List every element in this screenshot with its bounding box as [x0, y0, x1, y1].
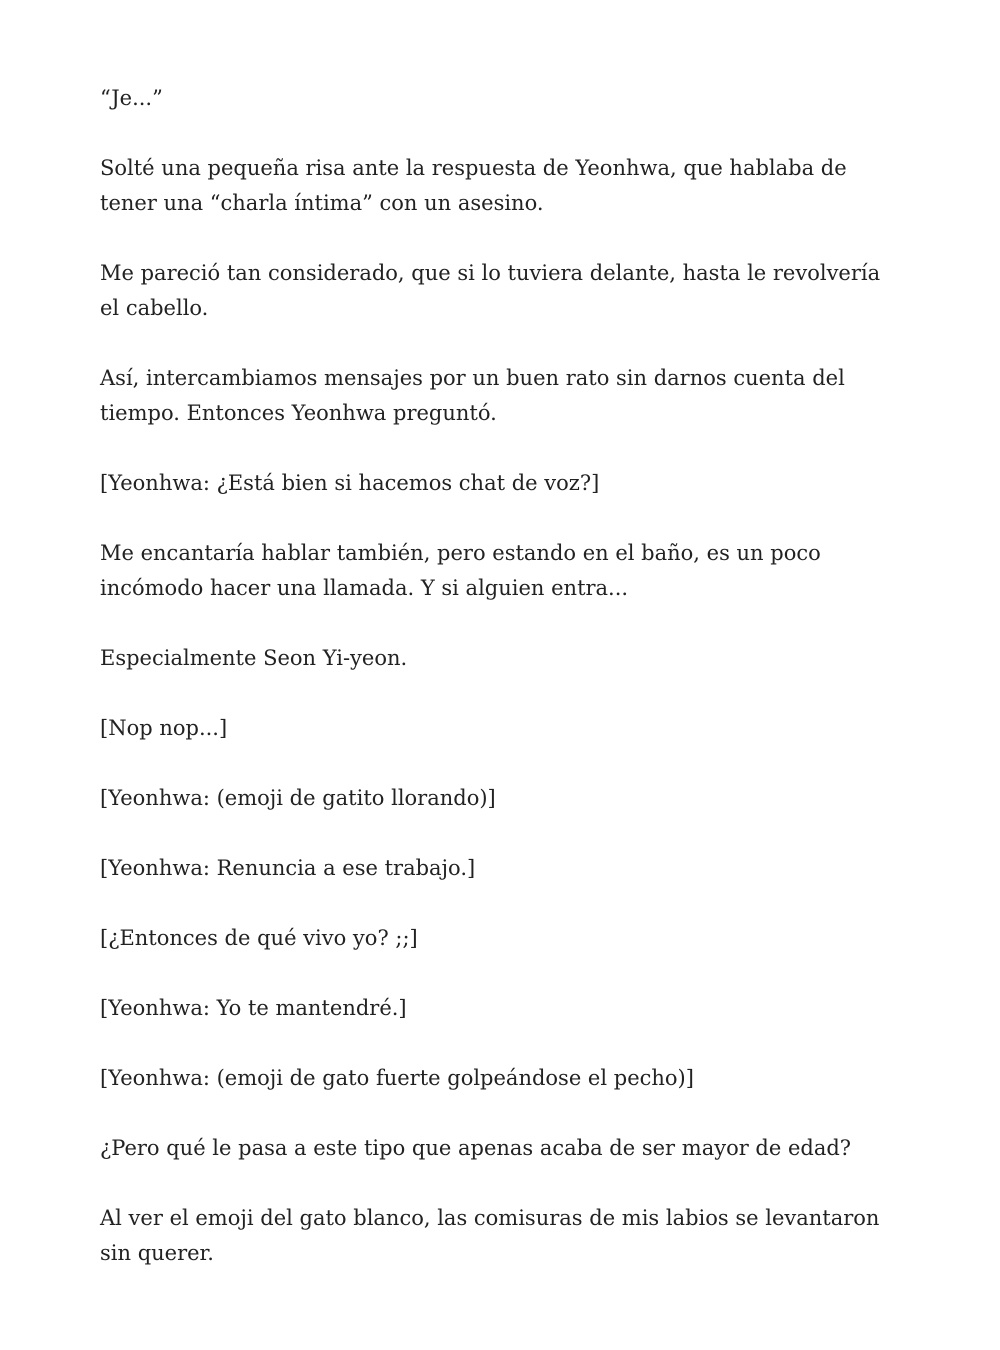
chat-message: [¿Entonces de qué vivo yo? ;;] [100, 926, 418, 950]
chat-message: [Yeonhwa: Renuncia a ese trabajo.] [100, 856, 476, 880]
chat-message: [Yeonhwa: Yo te mantendré.] [100, 996, 407, 1020]
chat-message: [Nop nop...] [100, 716, 228, 740]
paragraph: Al ver el emoji del gato blanco, las comisuras de mis labios se levantaron sin querer. [100, 1206, 880, 1265]
chat-message: [Yeonhwa: (emoji de gatito llorando)] [100, 786, 496, 810]
paragraph: Solté una pequeña risa ante la respuesta de Yeonhwa, que hablaba de tener una “charla íntima” con un asesino. [100, 156, 847, 215]
chat-message: [Yeonhwa: (emoji de gato fuerte golpeándose el pecho)] [100, 1066, 694, 1090]
chat-message: [Yeonhwa: ¿Está bien si hacemos chat de voz?] [100, 471, 600, 495]
paragraph: Especialmente Seon Yi-yeon. [100, 646, 408, 670]
paragraph: Así, intercambiamos mensajes por un buen rato sin darnos cuenta del tiempo. Entonces Yeonhwa preguntó. [100, 366, 845, 425]
document-body [100, 81, 900, 1306]
paragraph: Me pareció tan considerado, que si lo tuviera delante, hasta le revolvería el cabello. [100, 261, 881, 320]
paragraph: ¿Pero qué le pasa a este tipo que apenas acaba de ser mayor de edad? [100, 1136, 852, 1160]
paragraph: “Je...” [100, 86, 163, 110]
paragraph: Me encantaría hablar también, pero estando en el baño, es un poco incómodo hacer una llamada. Y si alguien entra... [100, 541, 821, 600]
